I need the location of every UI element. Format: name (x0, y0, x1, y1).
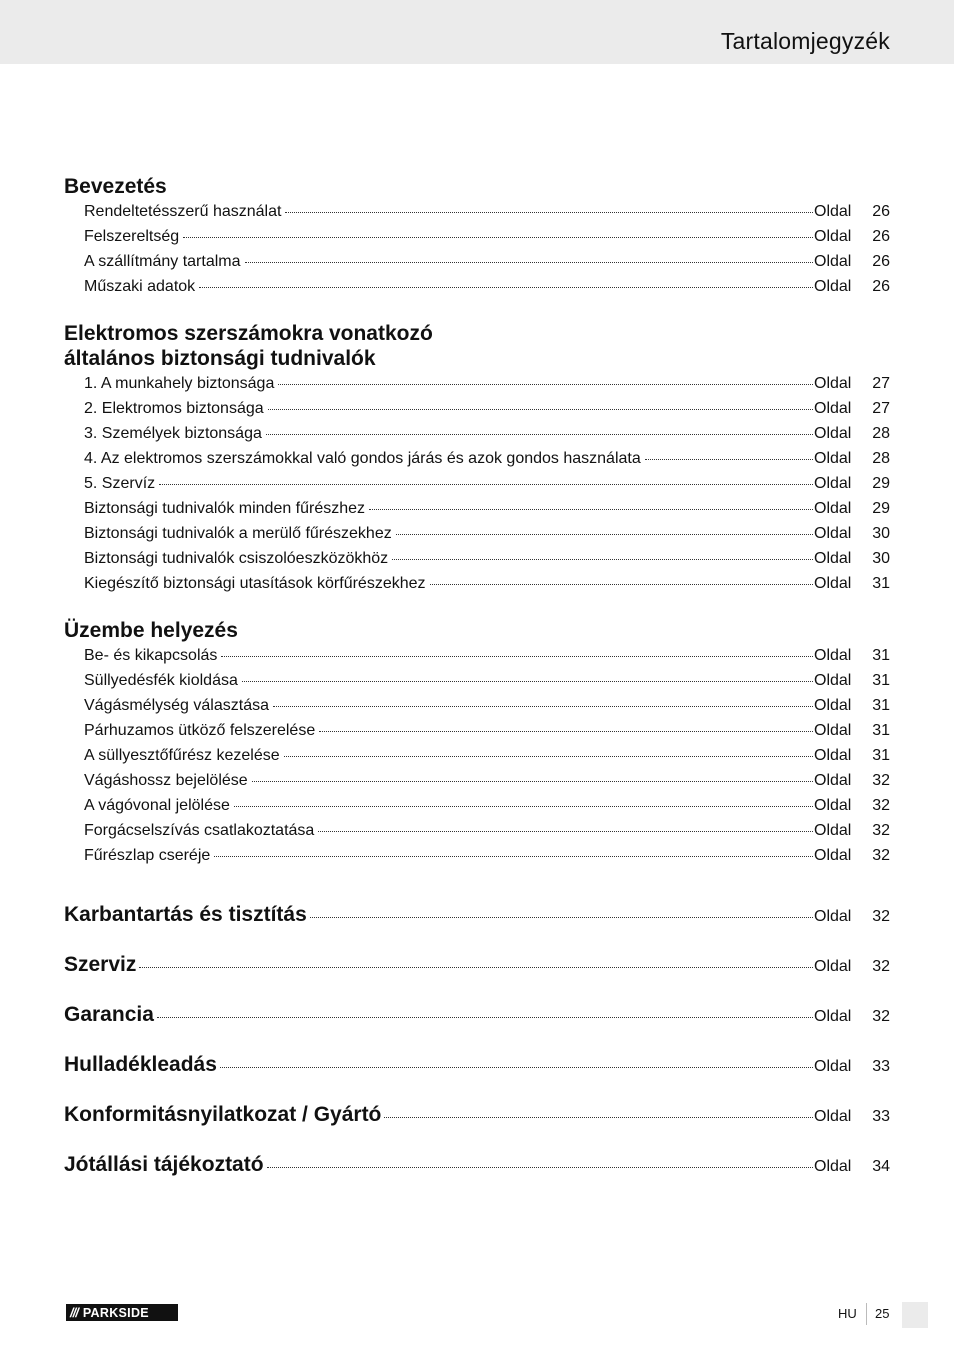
page-num: 31 (872, 672, 890, 689)
entry-label: A szállítmány tartalma (84, 253, 241, 270)
page-num: 29 (872, 500, 890, 517)
toc-main-entry[interactable] (64, 1040, 890, 1090)
page-word: Oldal (814, 375, 852, 392)
page-reference (814, 396, 890, 421)
toc-entry[interactable] (64, 643, 890, 668)
page-word: Oldal (814, 228, 852, 245)
toc-entry[interactable] (64, 768, 890, 793)
page-reference (814, 942, 890, 992)
page-num: 26 (872, 278, 890, 295)
page-word: Oldal (814, 747, 852, 764)
language-code: HU (838, 1306, 857, 1321)
dot-leader (220, 1067, 813, 1068)
toc-entry[interactable] (64, 496, 890, 521)
dot-leader (319, 731, 813, 732)
page-word: Oldal (814, 1058, 852, 1075)
section-heading (64, 321, 890, 371)
logo-slashes: /// (70, 1305, 78, 1320)
toc-main-entry[interactable] (64, 990, 890, 1040)
main-entry-label: Karbantartás és tisztítás (64, 903, 307, 926)
entry-list (64, 199, 890, 299)
dot-leader (245, 262, 814, 263)
page-reference (814, 793, 890, 818)
page-word: Oldal (814, 908, 852, 925)
page-word: Oldal (814, 847, 852, 864)
entry-label: 3. Személyek biztonsága (84, 425, 262, 442)
entry-label: 5. Szervíz (84, 475, 156, 492)
main-entry-label: Szerviz (64, 953, 137, 976)
entry-label: Biztonsági tudnivalók minden fűrészhez (84, 500, 366, 517)
dot-leader (396, 534, 813, 535)
section-heading-line: Üzembe helyezés (64, 619, 238, 642)
table-of-contents (64, 174, 890, 1190)
toc-entry[interactable] (64, 668, 890, 693)
entry-label: Műszaki adatok (84, 278, 196, 295)
toc-entry[interactable] (64, 471, 890, 496)
header-bar (0, 0, 954, 64)
page-word: Oldal (814, 450, 852, 467)
page-num: 26 (872, 253, 890, 270)
page-reference (814, 446, 890, 471)
entry-label: Rendeltetésszerű használat (84, 203, 282, 220)
page-num: 27 (872, 375, 890, 392)
entry-label: Süllyedésfék kioldása (84, 672, 238, 689)
page-word: Oldal (814, 797, 852, 814)
page-number: 25 (875, 1306, 890, 1321)
toc-main-entry[interactable] (64, 940, 890, 990)
dot-leader (645, 459, 813, 460)
page-reference (814, 421, 890, 446)
toc-entry[interactable] (64, 571, 890, 596)
page-word: Oldal (814, 647, 852, 664)
dot-leader (157, 1017, 813, 1018)
dot-leader (392, 559, 813, 560)
page-num: 33 (872, 1108, 890, 1125)
toc-entry[interactable] (64, 446, 890, 471)
entry-label: 2. Elektromos biztonsága (84, 400, 264, 417)
page-reference (814, 668, 890, 693)
page-num: 28 (872, 450, 890, 467)
toc-main-entry[interactable] (64, 890, 890, 940)
entry-label: A süllyesztőfűrész kezelése (84, 747, 280, 764)
page-word: Oldal (814, 253, 852, 270)
page-reference (814, 471, 890, 496)
toc-entry[interactable] (64, 521, 890, 546)
toc-entry[interactable] (64, 843, 890, 868)
entry-label: Biztonsági tudnivalók csiszolóeszközökhöz (84, 550, 389, 567)
toc-entry[interactable] (64, 718, 890, 743)
entry-label: 1. A munkahely biztonsága (84, 375, 275, 392)
page-word: Oldal (814, 475, 852, 492)
page-word: Oldal (814, 425, 852, 442)
entry-list (64, 371, 890, 596)
toc-entry[interactable] (64, 199, 890, 224)
toc-entry[interactable] (64, 396, 890, 421)
page-word: Oldal (814, 958, 852, 975)
entry-label: Fűrészlap cseréje (84, 847, 211, 864)
dot-leader (242, 681, 813, 682)
page-word: Oldal (814, 697, 852, 714)
page-reference (814, 249, 890, 274)
footer-box (902, 1302, 928, 1328)
main-entry-label: Jótállási tájékoztató (64, 1153, 264, 1176)
page-reference (814, 643, 890, 668)
page-word: Oldal (814, 1008, 852, 1025)
page-word: Oldal (814, 400, 852, 417)
entry-label: Kiegészítő biztonsági utasítások körfűrészekhez (84, 575, 426, 592)
page-word: Oldal (814, 575, 852, 592)
dot-leader (318, 831, 813, 832)
page-reference (814, 892, 890, 942)
page-reference (814, 992, 890, 1042)
page-title: Tartalomjegyzék (720, 28, 890, 54)
dot-leader (268, 409, 813, 410)
dot-leader (267, 1167, 813, 1168)
toc-entry[interactable] (64, 793, 890, 818)
dot-leader (159, 484, 813, 485)
page-word: Oldal (814, 500, 852, 517)
main-entry-label: Garancia (64, 1003, 154, 1026)
page-num: 31 (872, 647, 890, 664)
page-num: 28 (872, 425, 890, 442)
dot-leader (139, 967, 813, 968)
dot-leader (266, 434, 813, 435)
page-reference (814, 743, 890, 768)
dot-leader (199, 287, 813, 288)
page-reference (814, 521, 890, 546)
page-reference (814, 768, 890, 793)
page-reference (814, 1142, 890, 1192)
entry-label: 4. Az elektromos szerszámokkal való gondos járás és azok gondos használata (84, 450, 641, 467)
dot-leader (273, 706, 813, 707)
toc-entry[interactable] (64, 693, 890, 718)
page-reference (814, 199, 890, 224)
dot-leader (214, 856, 813, 857)
page-num: 33 (872, 1058, 890, 1075)
page-num: 30 (872, 550, 890, 567)
page-num: 34 (872, 1158, 890, 1175)
entry-label: Be- és kikapcsolás (84, 647, 218, 664)
page-reference (814, 1042, 890, 1092)
page-num: 31 (872, 697, 890, 714)
section-heading-line: Bevezetés (64, 175, 167, 198)
page-num: 29 (872, 475, 890, 492)
page-reference (814, 274, 890, 299)
dot-leader (285, 212, 813, 213)
toc-entry[interactable] (64, 421, 890, 446)
toc-entry[interactable] (64, 224, 890, 249)
page-num: 30 (872, 525, 890, 542)
main-entry-label: Hulladékleadás (64, 1053, 217, 1076)
toc-entry[interactable] (64, 371, 890, 396)
dot-leader (278, 384, 813, 385)
page-num: 32 (872, 958, 890, 975)
page-num: 32 (872, 797, 890, 814)
page-reference (814, 818, 890, 843)
page-reference (814, 571, 890, 596)
page-reference (814, 718, 890, 743)
entry-label: Vágáshossz bejelölése (84, 772, 248, 789)
page-reference (814, 496, 890, 521)
page-word: Oldal (814, 550, 852, 567)
page-word: Oldal (814, 1108, 852, 1125)
page-reference (814, 546, 890, 571)
page-reference (814, 224, 890, 249)
page-num: 31 (872, 747, 890, 764)
entry-list (64, 643, 890, 868)
dot-leader (183, 237, 813, 238)
toc-entry[interactable] (64, 818, 890, 843)
page-num: 32 (872, 847, 890, 864)
page-word: Oldal (814, 772, 852, 789)
section-heading (64, 618, 890, 643)
dot-leader (430, 584, 813, 585)
page-word: Oldal (814, 278, 852, 295)
page-num: 31 (872, 722, 890, 739)
entry-label: Felszereltség (84, 228, 180, 245)
page-word: Oldal (814, 822, 852, 839)
footer-divider (866, 1303, 867, 1325)
entry-label: Forgácselszívás csatlakoztatása (84, 822, 315, 839)
toc-entry[interactable] (64, 546, 890, 571)
section-heading (64, 174, 890, 199)
page-word: Oldal (814, 1158, 852, 1175)
dot-leader (384, 1117, 813, 1118)
section-heading-line: Elektromos szerszámokra vonatkozó (64, 322, 433, 345)
dot-leader (284, 756, 813, 757)
page-reference (814, 1092, 890, 1142)
toc-entry[interactable] (64, 274, 890, 299)
entry-label: Biztonsági tudnivalók a merülő fűrészekhez (84, 525, 392, 542)
dot-leader (369, 509, 813, 510)
page-num: 32 (872, 772, 890, 789)
page-num: 27 (872, 400, 890, 417)
page-num: 32 (872, 822, 890, 839)
logo-text: PARKSIDE (82, 1305, 149, 1320)
main-entry-label: Konformitásnyilatkozat / Gyártó (64, 1103, 382, 1126)
toc-main-entry[interactable] (64, 1140, 890, 1190)
toc-main-entry[interactable] (64, 1090, 890, 1140)
page-reference (814, 693, 890, 718)
page-word: Oldal (814, 525, 852, 542)
page-num: 32 (872, 1008, 890, 1025)
page-word: Oldal (814, 672, 852, 689)
dot-leader (252, 781, 813, 782)
dot-leader (310, 917, 813, 918)
page-num: 26 (872, 203, 890, 220)
parkside-logo (66, 1304, 178, 1321)
page-reference (814, 371, 890, 396)
toc-entry[interactable] (64, 249, 890, 274)
entry-label: Párhuzamos ütköző felszerelése (84, 722, 316, 739)
page-num: 26 (872, 228, 890, 245)
dot-leader (234, 806, 813, 807)
page-num: 32 (872, 908, 890, 925)
page-num: 31 (872, 575, 890, 592)
page-reference (814, 843, 890, 868)
page-word: Oldal (814, 722, 852, 739)
page-word: Oldal (814, 203, 852, 220)
entry-label: Vágásmélység választása (84, 697, 269, 714)
entry-label: A vágóvonal jelölése (84, 797, 230, 814)
toc-entry[interactable] (64, 743, 890, 768)
dot-leader (221, 656, 813, 657)
section-heading-line: általános biztonsági tudnivalók (64, 347, 376, 370)
